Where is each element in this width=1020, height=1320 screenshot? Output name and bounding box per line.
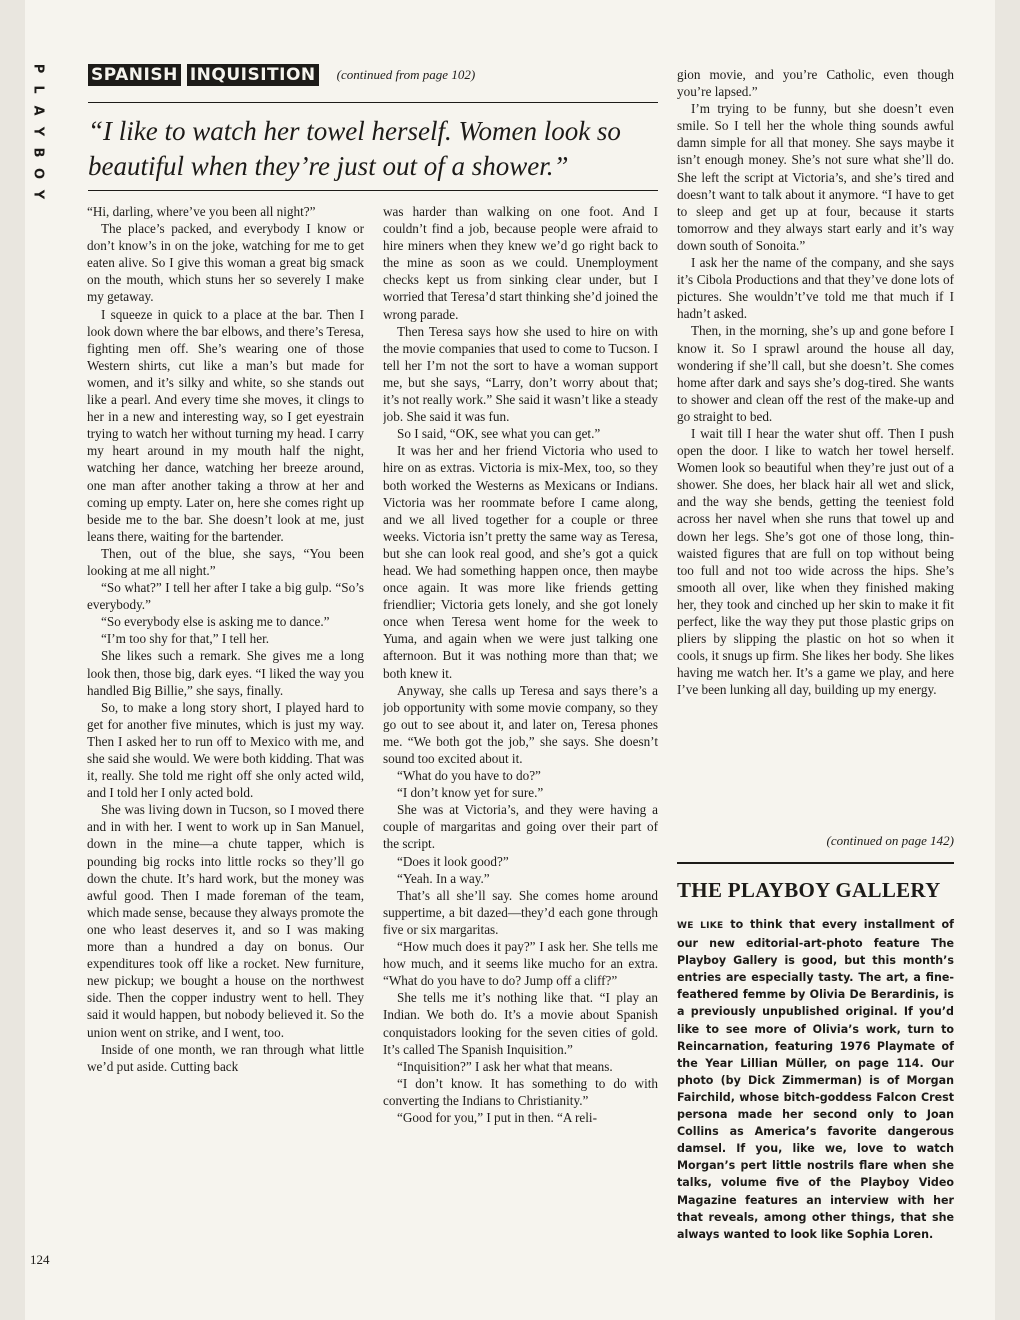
story-paragraph: was harder than walking on one foot. And I couldn’t find a job, because people were afraid to hire miners when they knew we’d go right back to the mine as soon as we could. Unemployment checks kept us from sinking clear under, but I worried that Teresa’d start thinking she’d joined the wrong parade. — [383, 204, 658, 322]
continued-from-note: (continued from page 102) — [336, 67, 476, 82]
story-paragraph: I wait till I hear the water shut off. Then I push open the door. I like to watch her towel herself. Women look so beautiful when they’re just out of a shower. She does, her black hair all wet and slick, and the way she bends, getting the teeniest fold across her navel when she runs that towel up and down her legs. She’s got one of those long, thin-waisted figures that are full on top without being too full and not too wide across the hips. She’s smooth all over, like when they finished making her, they took and cinched up her skin to make it fit perfect, like the way they put those plastic grips on pliers by slipping the plastic on hot so when it cools, it snugs up firm. She likes her body. She likes having me watch her. It’s a game we play, and here I’ve been lunking all day, building up my energy. — [677, 425, 954, 698]
story-paragraph: She was living down in Tucson, so I moved there and in with her. I went to work up in San Manuel, down in the mine—a chute tapper, which is pounding big rocks into little rocks so they’ll go down the chute. It’s hard work, but the money was awful good. Then I made foreman of the team, which made sense, because they always promote the one who least deserves it, and so I was making more than a hundred a day on bonus. Our expenditures took off like a rocket. New furniture, new pickup; we bought a house on the northwest side. Then the copper industry went to hell. They said it would happen, but nobody believed it. So the union went on strike, and I went, too. — [87, 802, 364, 1040]
story-paragraph: It was her and her friend Victoria who used to hire on as extras. Victoria is mix-Mex, too, so they both worked the Westerns as Mexicans or Indians. Victoria was her roommate before I came along, and we all lived together for a couple or three weeks. Victoria isn’t pretty the same way as Teresa, but she can look real good, and she’s got a quick head. We had something happen once, then maybe once again. It was more like friends getting friendlier; Victoria gets lonely, and she got lonely once when Teresa went home for the week to Yuma, and again when we were just talking one afternoon. But it was nothing more than that; we both knew it. — [383, 443, 658, 681]
story-paragraph: Then, out of the blue, she says, “You been looking at me all night.” — [87, 545, 364, 578]
story-paragraph: “How much does it pay?” I ask her. She tells me how much, and it seems like mucho for an extra. “What do you have to do? Jump off a cliff?” — [383, 939, 658, 989]
story-paragraph: She was at Victoria’s, and they were having a couple of margaritas and going over their part of the script. — [383, 802, 658, 852]
story-paragraph: She likes such a remark. She gives me a long look then, those big, dark eyes. “I liked the way you handled Big Billie,” she says, finally. — [87, 648, 364, 698]
continued-on-note: (continued on page 142) — [826, 833, 954, 848]
story-paragraph: “Yeah. In a way.” — [397, 870, 490, 886]
story-paragraph: The place’s packed, and everybody I know or don’t know’s in on the joke, watching for me to get eaten alive. So I give this woman a great big smack on the mouth, which stuns her so severely I make my getaway. — [87, 221, 364, 305]
pull-quote: “I like to watch her towel herself. Women look so beautiful when they’re just out of a shower.” — [88, 116, 621, 181]
story-paragraph: “I don’t know yet for sure.” — [397, 785, 544, 801]
side-logo-letter: Y — [30, 189, 46, 200]
side-logo-letter: A — [30, 105, 46, 116]
story-paragraph: She tells me it’s nothing like that. “I play an Indian. We both do. It’s a movie about Spanish conquistadors looking for the seven cities of gold. It’s called The Spanish Inquisition.” — [383, 990, 658, 1057]
story-paragraph: Then Teresa says how she used to hire on with the movie companies that used to come to Tucson. I tell her I’m not the sort to have a woman support me, but she says, “Larry, don’t worry about that; it’s not really work.” She said it wasn’t like a steady job. She said it was fun. — [383, 323, 658, 425]
story-paragraph: “Good for you,” I put in then. “A reli- — [397, 1109, 597, 1125]
page-number: 124 — [30, 1252, 50, 1267]
gallery-body: to think that every installment of our new editorial-art-photo feature The Playboy Gallery is good, but this month’s entries are especially tasty. The art, a fine-feathered femme by Olivia De Berardinis, is a previously unpublished original. If you’d like to see more of Olivia’s work, turn to Reincarnation, featuring 1976 Playmate of the Year Lillian Müller, on page 114. Our photo (by Dick Zimmerman) is of Morgan Fairchild, whose bitch-goddess Falcon Crest persona made her second only to Joan Collins as America’s favorite dangerous damsel. If you, like we, love to watch Morgan’s pert little nostrils flare when she talks, volume five of the Playboy Video Magazine features an interview with her that reveals, among other things, that she always wanted to look like Sophia Loren. — [677, 918, 955, 1241]
side-logo — [29, 58, 47, 205]
story-header — [88, 64, 658, 90]
divider-rule — [88, 190, 658, 191]
story-paragraph: I’m trying to be funny, but she doesn’t even smile. So I tell her the whole thing sounds awful damn simple for all that money. She says maybe it isn’t enough money. She’s not sure what she’ll do. She left the script at Victoria’s, and she’s tired and doesn’t want to talk about it anymore. “I have to get to sleep and get up at four, because it starts tomorrow and they always start early and it’s way down south of Sonoita.” — [677, 101, 954, 253]
story-paragraph: “What do you have to do?” — [397, 768, 541, 784]
side-logo-letter: B — [30, 147, 46, 158]
story-column-3 — [677, 66, 954, 856]
story-paragraph: gion movie, and you’re Catholic, even though you’re lapsed.” — [677, 67, 954, 100]
story-paragraph: “So what?” I tell her after I take a big gulp. “So’s everybody.” — [87, 580, 364, 613]
story-kicker — [88, 64, 319, 86]
side-logo-letter: P — [30, 63, 46, 74]
story-paragraph: “Hi, darling, where’ve you been all night?” — [87, 204, 316, 219]
side-logo-letter: Y — [30, 126, 46, 137]
gallery-title: THE PLAYBOY GALLERY — [677, 878, 941, 902]
story-paragraph: “I don’t know. It has something to do with converting the Indians to Christianity.” — [383, 1075, 658, 1108]
story-paragraph: Inside of one month, we ran through what little we’d put aside. Cutting back — [87, 1041, 364, 1074]
story-paragraph: Then, in the morning, she’s up and gone before I know it. So I sprawl around the house all day, wondering if she’ll call, but she doesn’t. She comes home after dark and says she’s dog-tired. She wants to shower and clean off the rest of the make-up and go straight to bed. — [677, 323, 954, 424]
story-column-1 — [87, 203, 364, 1263]
story-paragraph: So I said, “OK, see what you can get.” — [397, 426, 601, 442]
story-paragraph: “I’m too shy for that,” I tell her. — [101, 631, 270, 647]
kicker-word: SPANISH — [88, 64, 181, 86]
story-paragraph: Anyway, she calls up Teresa and says there’s a job opportunity with some movie company, so they go out to see about it, and later on, Teresa phones me. “We both got the job,” she says. She doesn’t sound too excited about it. — [383, 682, 658, 766]
side-logo-letter: O — [30, 167, 46, 180]
side-logo-letter: L — [30, 85, 46, 94]
story-paragraph: I squeeze in quick to a place at the bar. Then I look down where the bar elbows, and there’s Teresa, fighting men off. She’s wearing one of those Western shirts, cut like a man’s but made for women, and it’s silky and white, so she stands out like a pearl. And every time she moves, it clings to her in a new and interesting way, so I get eyestrain trying to watch her without turning my head. I carry my heart around in my mouth half the night, watching her dance, watching her breeze around, one man after another taking a throw at her and coming up empty. Later on, here she comes right up beside me to the bar. She doesn’t look at me, just leans there, waiting for the bartender. — [87, 306, 364, 544]
story-paragraph: I ask her the name of the company, and she says it’s Cibola Productions and that they’ve done lots of pictures. She wouldn’t’ve told me that much if I hadn’t asked. — [677, 255, 954, 322]
story-paragraph: “So everybody else is asking me to dance.” — [101, 614, 330, 630]
gallery-divider — [677, 862, 954, 864]
kicker-word: INQUISITION — [187, 64, 319, 86]
story-column-2 — [383, 203, 658, 1263]
story-paragraph: That’s all she’ll say. She comes home around suppertime, a bit dazed—they’d each gone through five or six margaritas. — [383, 887, 658, 937]
gallery-text — [677, 916, 954, 1243]
divider-rule — [88, 102, 658, 103]
story-paragraph: “Inquisition?” I ask her what that means. — [397, 1058, 613, 1074]
gallery-lead: WE LIKE — [677, 921, 724, 931]
story-paragraph: “Does it look good?” — [397, 853, 509, 869]
story-paragraph: So, to make a long story short, I played hard to get for another five minutes, which is just my way. Then I asked her to run off to Mexico with me, and she said she would. We were both kidding. That was it, really. She told me right off she only acted wild, and I told her I only acted bold. — [87, 699, 364, 801]
